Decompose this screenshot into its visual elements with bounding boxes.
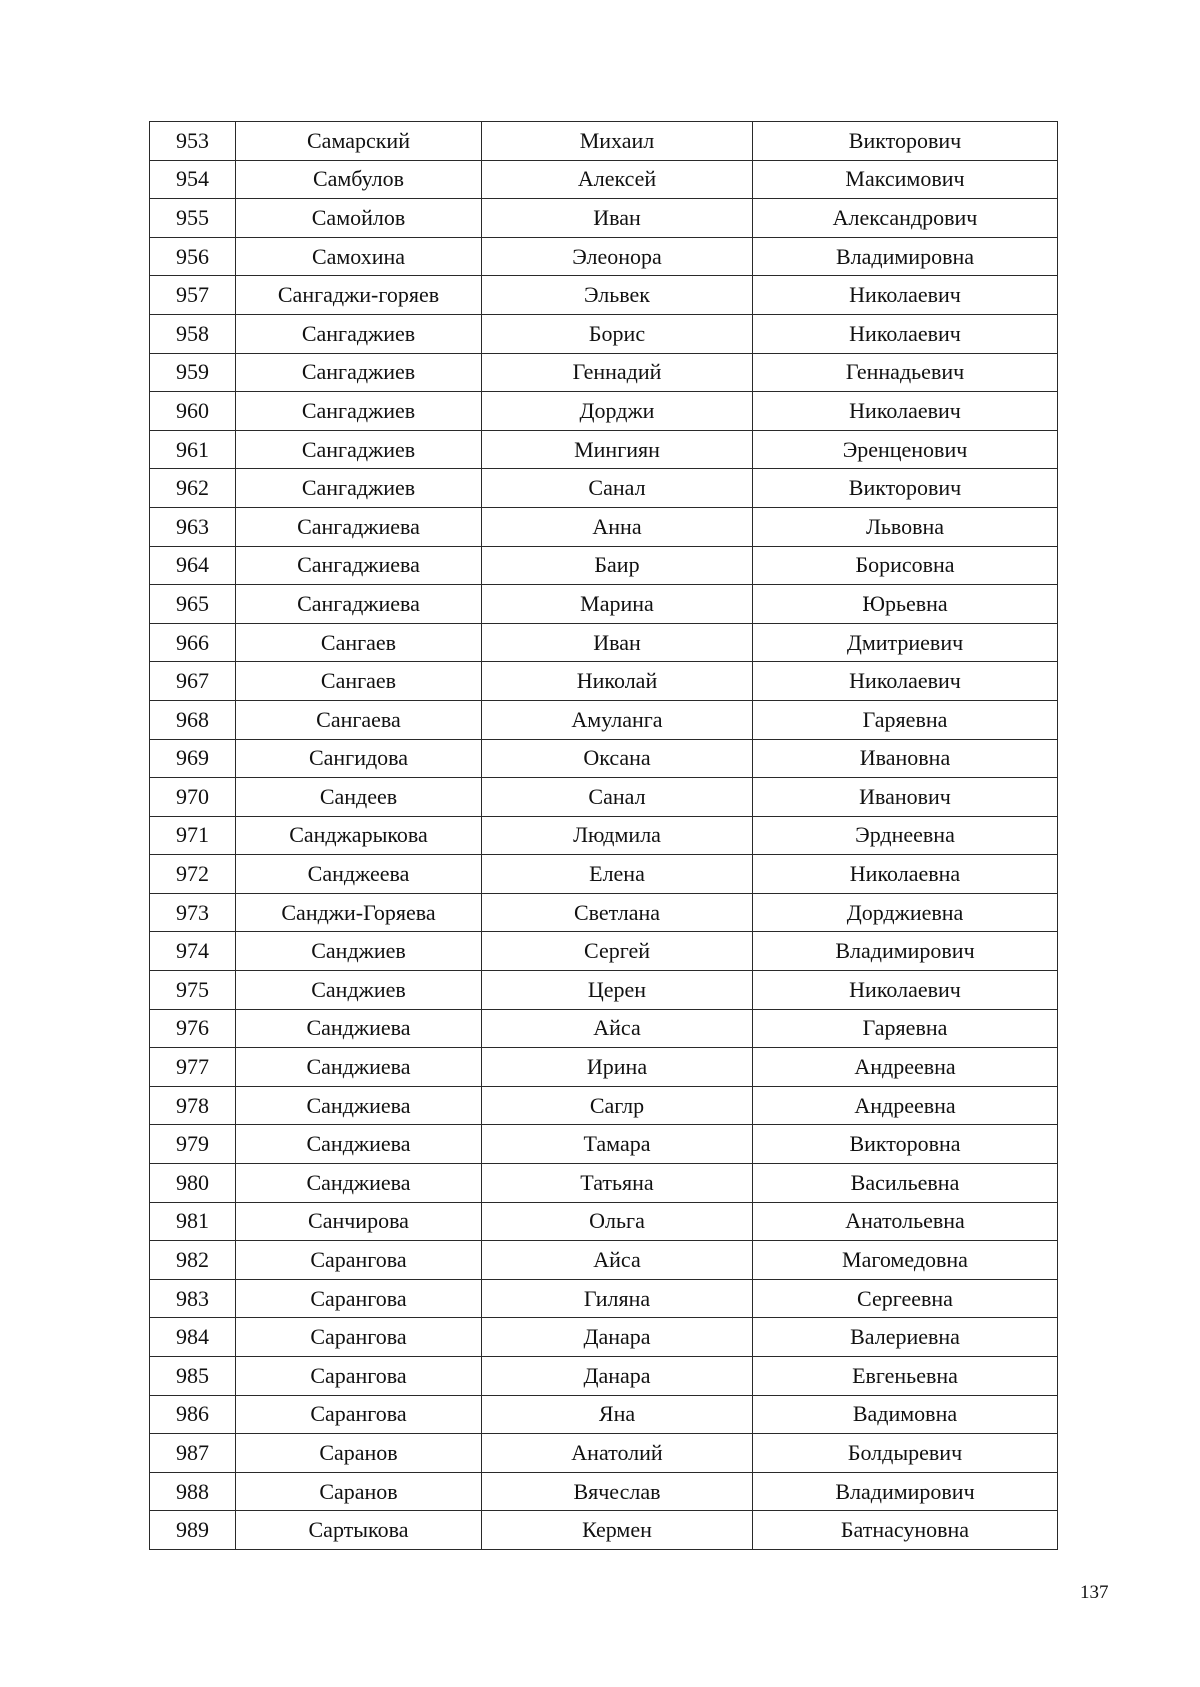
patronymic-cell: Николаевна [753,855,1058,894]
row-number-cell: 955 [150,199,236,238]
last-name-cell: Саранов [236,1434,482,1473]
first-name-cell: Геннадий [482,353,753,392]
first-name-cell: Иван [482,199,753,238]
patronymic-cell: Вадимовна [753,1395,1058,1434]
last-name-cell: Сангаджиева [236,546,482,585]
row-number-cell: 985 [150,1357,236,1396]
first-name-cell: Саглр [482,1086,753,1125]
patronymic-cell: Андреевна [753,1086,1058,1125]
row-number-cell: 976 [150,1009,236,1048]
row-number-cell: 969 [150,739,236,778]
row-number-cell: 981 [150,1202,236,1241]
table-row [150,353,1058,392]
row-number-cell: 982 [150,1241,236,1280]
first-name-cell: Анна [482,507,753,546]
last-name-cell: Санчирова [236,1202,482,1241]
last-name-cell: Санджиева [236,1048,482,1087]
last-name-cell: Сарангова [236,1279,482,1318]
patronymic-cell: Владимирович [753,932,1058,971]
patronymic-cell: Болдыревич [753,1434,1058,1473]
table-row [150,585,1058,624]
last-name-cell: Самарский [236,122,482,161]
row-number-cell: 972 [150,855,236,894]
table-row [150,122,1058,161]
table-row [150,1086,1058,1125]
table-row [150,1318,1058,1357]
first-name-cell: Ольга [482,1202,753,1241]
table-row [150,237,1058,276]
last-name-cell: Сандеев [236,778,482,817]
row-number-cell: 963 [150,507,236,546]
last-name-cell: Сангаев [236,662,482,701]
patronymic-cell: Валериевна [753,1318,1058,1357]
first-name-cell: Борис [482,314,753,353]
table-row [150,1279,1058,1318]
row-number-cell: 973 [150,893,236,932]
row-number-cell: 959 [150,353,236,392]
last-name-cell: Санджиева [236,1164,482,1203]
patronymic-cell: Викторович [753,122,1058,161]
table-row [150,739,1058,778]
row-number-cell: 957 [150,276,236,315]
patronymic-cell: Викторович [753,469,1058,508]
patronymic-cell: Владимировна [753,237,1058,276]
patronymic-cell: Ивановна [753,739,1058,778]
last-name-cell: Санджеева [236,855,482,894]
last-name-cell: Сангаджиев [236,392,482,431]
row-number-cell: 954 [150,160,236,199]
first-name-cell: Вячеслав [482,1472,753,1511]
table-row [150,855,1058,894]
last-name-cell: Сангаджиева [236,507,482,546]
table-row [150,662,1058,701]
patronymic-cell: Викторовна [753,1125,1058,1164]
first-name-cell: Айса [482,1241,753,1280]
first-name-cell: Кермен [482,1511,753,1550]
first-name-cell: Санал [482,469,753,508]
last-name-cell: Сангидова [236,739,482,778]
patronymic-cell: Николаевич [753,314,1058,353]
patronymic-cell: Дмитриевич [753,623,1058,662]
last-name-cell: Санджиева [236,1125,482,1164]
last-name-cell: Сангаджиев [236,469,482,508]
row-number-cell: 960 [150,392,236,431]
first-name-cell: Мингиян [482,430,753,469]
patronymic-cell: Магомедовна [753,1241,1058,1280]
patronymic-cell: Иванович [753,778,1058,817]
patronymic-cell: Владимирович [753,1472,1058,1511]
table-row [150,1472,1058,1511]
first-name-cell: Элеонора [482,237,753,276]
patronymic-cell: Николаевич [753,662,1058,701]
table-row [150,546,1058,585]
table-row [150,1395,1058,1434]
table-row [150,1511,1058,1550]
table-row [150,1434,1058,1473]
row-number-cell: 971 [150,816,236,855]
first-name-cell: Татьяна [482,1164,753,1203]
first-name-cell: Айса [482,1009,753,1048]
row-number-cell: 968 [150,700,236,739]
row-number-cell: 970 [150,778,236,817]
table-row [150,816,1058,855]
last-name-cell: Сангаджи-горяев [236,276,482,315]
first-name-cell: Светлана [482,893,753,932]
row-number-cell: 965 [150,585,236,624]
patronymic-cell: Анатольевна [753,1202,1058,1241]
patronymic-cell: Сергеевна [753,1279,1058,1318]
first-name-cell: Иван [482,623,753,662]
patronymic-cell: Васильевна [753,1164,1058,1203]
last-name-cell: Сангаджиев [236,314,482,353]
row-number-cell: 986 [150,1395,236,1434]
table-row [150,314,1058,353]
last-name-cell: Самбулов [236,160,482,199]
last-name-cell: Сангаева [236,700,482,739]
first-name-cell: Баир [482,546,753,585]
row-number-cell: 961 [150,430,236,469]
first-name-cell: Марина [482,585,753,624]
first-name-cell: Яна [482,1395,753,1434]
table-row [150,778,1058,817]
patronymic-cell: Геннадьевич [753,353,1058,392]
first-name-cell: Данара [482,1357,753,1396]
table-row [150,392,1058,431]
names-table-body [150,122,1058,1550]
row-number-cell: 974 [150,932,236,971]
row-number-cell: 978 [150,1086,236,1125]
patronymic-cell: Львовна [753,507,1058,546]
table-row [150,469,1058,508]
row-number-cell: 977 [150,1048,236,1087]
row-number-cell: 980 [150,1164,236,1203]
names-table [149,121,1058,1550]
row-number-cell: 953 [150,122,236,161]
patronymic-cell: Эрднеевна [753,816,1058,855]
last-name-cell: Сарангова [236,1395,482,1434]
last-name-cell: Сангаджиев [236,430,482,469]
first-name-cell: Церен [482,971,753,1010]
first-name-cell: Николай [482,662,753,701]
row-number-cell: 984 [150,1318,236,1357]
table-row [150,1357,1058,1396]
last-name-cell: Самойлов [236,199,482,238]
first-name-cell: Тамара [482,1125,753,1164]
first-name-cell: Алексей [482,160,753,199]
row-number-cell: 966 [150,623,236,662]
patronymic-cell: Евгеньевна [753,1357,1058,1396]
row-number-cell: 988 [150,1472,236,1511]
last-name-cell: Санджиева [236,1086,482,1125]
table-row [150,893,1058,932]
table-row [150,1125,1058,1164]
table-row [150,932,1058,971]
first-name-cell: Людмила [482,816,753,855]
patronymic-cell: Батнасуновна [753,1511,1058,1550]
patronymic-cell: Гаряевна [753,1009,1058,1048]
table-row [150,623,1058,662]
row-number-cell: 979 [150,1125,236,1164]
patronymic-cell: Дорджиевна [753,893,1058,932]
patronymic-cell: Борисовна [753,546,1058,585]
table-row [150,507,1058,546]
table-row [150,1202,1058,1241]
table-row [150,971,1058,1010]
first-name-cell: Амуланга [482,700,753,739]
table-row [150,199,1058,238]
row-number-cell: 962 [150,469,236,508]
table-row [150,1009,1058,1048]
row-number-cell: 956 [150,237,236,276]
table-row [150,160,1058,199]
last-name-cell: Сангаев [236,623,482,662]
last-name-cell: Санджиев [236,932,482,971]
first-name-cell: Дорджи [482,392,753,431]
last-name-cell: Саранов [236,1472,482,1511]
first-name-cell: Эльвек [482,276,753,315]
row-number-cell: 983 [150,1279,236,1318]
row-number-cell: 964 [150,546,236,585]
first-name-cell: Михаил [482,122,753,161]
last-name-cell: Сарангова [236,1357,482,1396]
row-number-cell: 987 [150,1434,236,1473]
first-name-cell: Анатолий [482,1434,753,1473]
table-row [150,1048,1058,1087]
table-row [150,1241,1058,1280]
first-name-cell: Елена [482,855,753,894]
first-name-cell: Гиляна [482,1279,753,1318]
table-row [150,700,1058,739]
last-name-cell: Санджарыкова [236,816,482,855]
last-name-cell: Сартыкова [236,1511,482,1550]
patronymic-cell: Николаевич [753,392,1058,431]
first-name-cell: Оксана [482,739,753,778]
patronymic-cell: Александрович [753,199,1058,238]
first-name-cell: Сергей [482,932,753,971]
last-name-cell: Санджи-Горяева [236,893,482,932]
patronymic-cell: Андреевна [753,1048,1058,1087]
last-name-cell: Санджиев [236,971,482,1010]
last-name-cell: Санджиева [236,1009,482,1048]
last-name-cell: Сарангова [236,1241,482,1280]
last-name-cell: Самохина [236,237,482,276]
patronymic-cell: Юрьевна [753,585,1058,624]
table-row [150,430,1058,469]
row-number-cell: 975 [150,971,236,1010]
patronymic-cell: Эренценович [753,430,1058,469]
patronymic-cell: Максимович [753,160,1058,199]
page-number: 137 [1080,1582,1109,1603]
last-name-cell: Сарангова [236,1318,482,1357]
first-name-cell: Санал [482,778,753,817]
row-number-cell: 989 [150,1511,236,1550]
row-number-cell: 958 [150,314,236,353]
row-number-cell: 967 [150,662,236,701]
patronymic-cell: Гаряевна [753,700,1058,739]
table-row [150,276,1058,315]
patronymic-cell: Николаевич [753,276,1058,315]
patronymic-cell: Николаевич [753,971,1058,1010]
table-row [150,1164,1058,1203]
first-name-cell: Ирина [482,1048,753,1087]
last-name-cell: Сангаджиева [236,585,482,624]
first-name-cell: Данара [482,1318,753,1357]
last-name-cell: Сангаджиев [236,353,482,392]
